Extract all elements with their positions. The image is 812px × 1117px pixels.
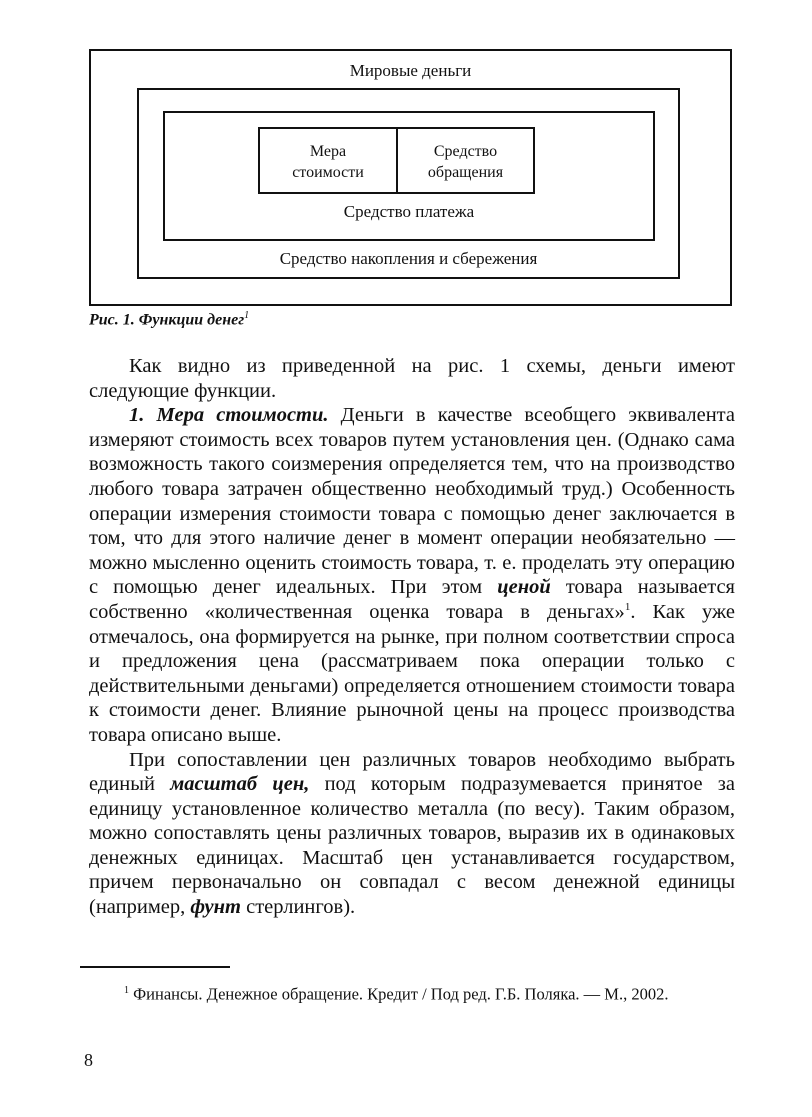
term-price: ценой bbox=[497, 576, 551, 599]
paragraph-1: Как видно из приведенной на рис. 1 схемы, деньги имеют следующие функции. bbox=[89, 355, 735, 402]
page-number: 8 bbox=[84, 1050, 93, 1070]
paragraph-3-text-a: При сопоставлении цен различных товаров необходимо выбрать единый bbox=[89, 748, 735, 796]
middle-box-label: Средство накопления и сбережения bbox=[279, 249, 538, 268]
footnote-text: Финансы. Денежное обращение. Кредит / Под ред. Г.Б. Поляка. — М., 2002. bbox=[129, 984, 669, 1004]
paragraph-2-text-c: . Как уже отмечалось, она формируется на рынке, при полном соответствии спроса и предложения цена (рассматриваем пока операции только с действительными деньгами) определяется отношением стоимости товара к стоимости денег. Влияние рыночной цены на процесс производства товара описано выше. bbox=[89, 600, 735, 746]
cell-right-label: Средство обращения bbox=[427, 143, 504, 181]
paragraph-2-text-a: Деньги в качестве всеобщего эквивалента измеряют стоимость всех товаров путем установления цен. (Однако сама возможность такого соизмерения определяется тем, что на производство любого товара затрачен общественно необходимый труд.) Особенность операции измерения стоимости товара с помощью денег заключается в том, что для этого наличие денег в момент операции необязательно — можно мысленно оценить стоимость товара, т. е. проделать эту операцию с помощью денег идеальных. При этом bbox=[89, 404, 735, 599]
cell-measure-of-value bbox=[258, 127, 398, 194]
body-text bbox=[89, 354, 735, 920]
footnote bbox=[80, 980, 734, 1006]
paragraph-2-text-b: товара называется собственно «количественная оценка товара в деньгах» bbox=[89, 576, 735, 623]
paragraph-3 bbox=[89, 748, 735, 920]
paragraph-3-text-c: стерлингов). bbox=[240, 896, 356, 919]
caption-footnote-ref: 1 bbox=[244, 310, 250, 321]
term-pound: фунт bbox=[190, 896, 241, 919]
cell-left-label: Мера стоимости bbox=[292, 143, 364, 181]
inner-box-label: Средство платежа bbox=[343, 202, 475, 221]
outer-box-label: Мировые деньги bbox=[349, 61, 472, 80]
figure-caption bbox=[89, 310, 249, 329]
term-price-scale: масштаб цен, bbox=[170, 773, 310, 796]
caption-text: Рис. 1. Функции денег bbox=[89, 311, 245, 329]
paragraph-2 bbox=[89, 403, 735, 747]
section-heading: 1. Мера стоимости. bbox=[129, 404, 329, 427]
footnote-ref: 1 bbox=[624, 601, 631, 614]
footnote-number: 1 bbox=[124, 985, 129, 996]
paragraph-3-text-b: под которым подразумевается принятое за единицу установленное количество металла (по весу). Таким образом, можно сопоставлять цены различных товаров, выразив их в одинаковых денежных единицах. Масштаб цен устанавливается государством, причем первоначально он совпадал с весом денежной единицы (например, bbox=[89, 773, 735, 919]
footnote-divider bbox=[80, 966, 230, 968]
cell-medium-of-exchange bbox=[396, 127, 535, 194]
